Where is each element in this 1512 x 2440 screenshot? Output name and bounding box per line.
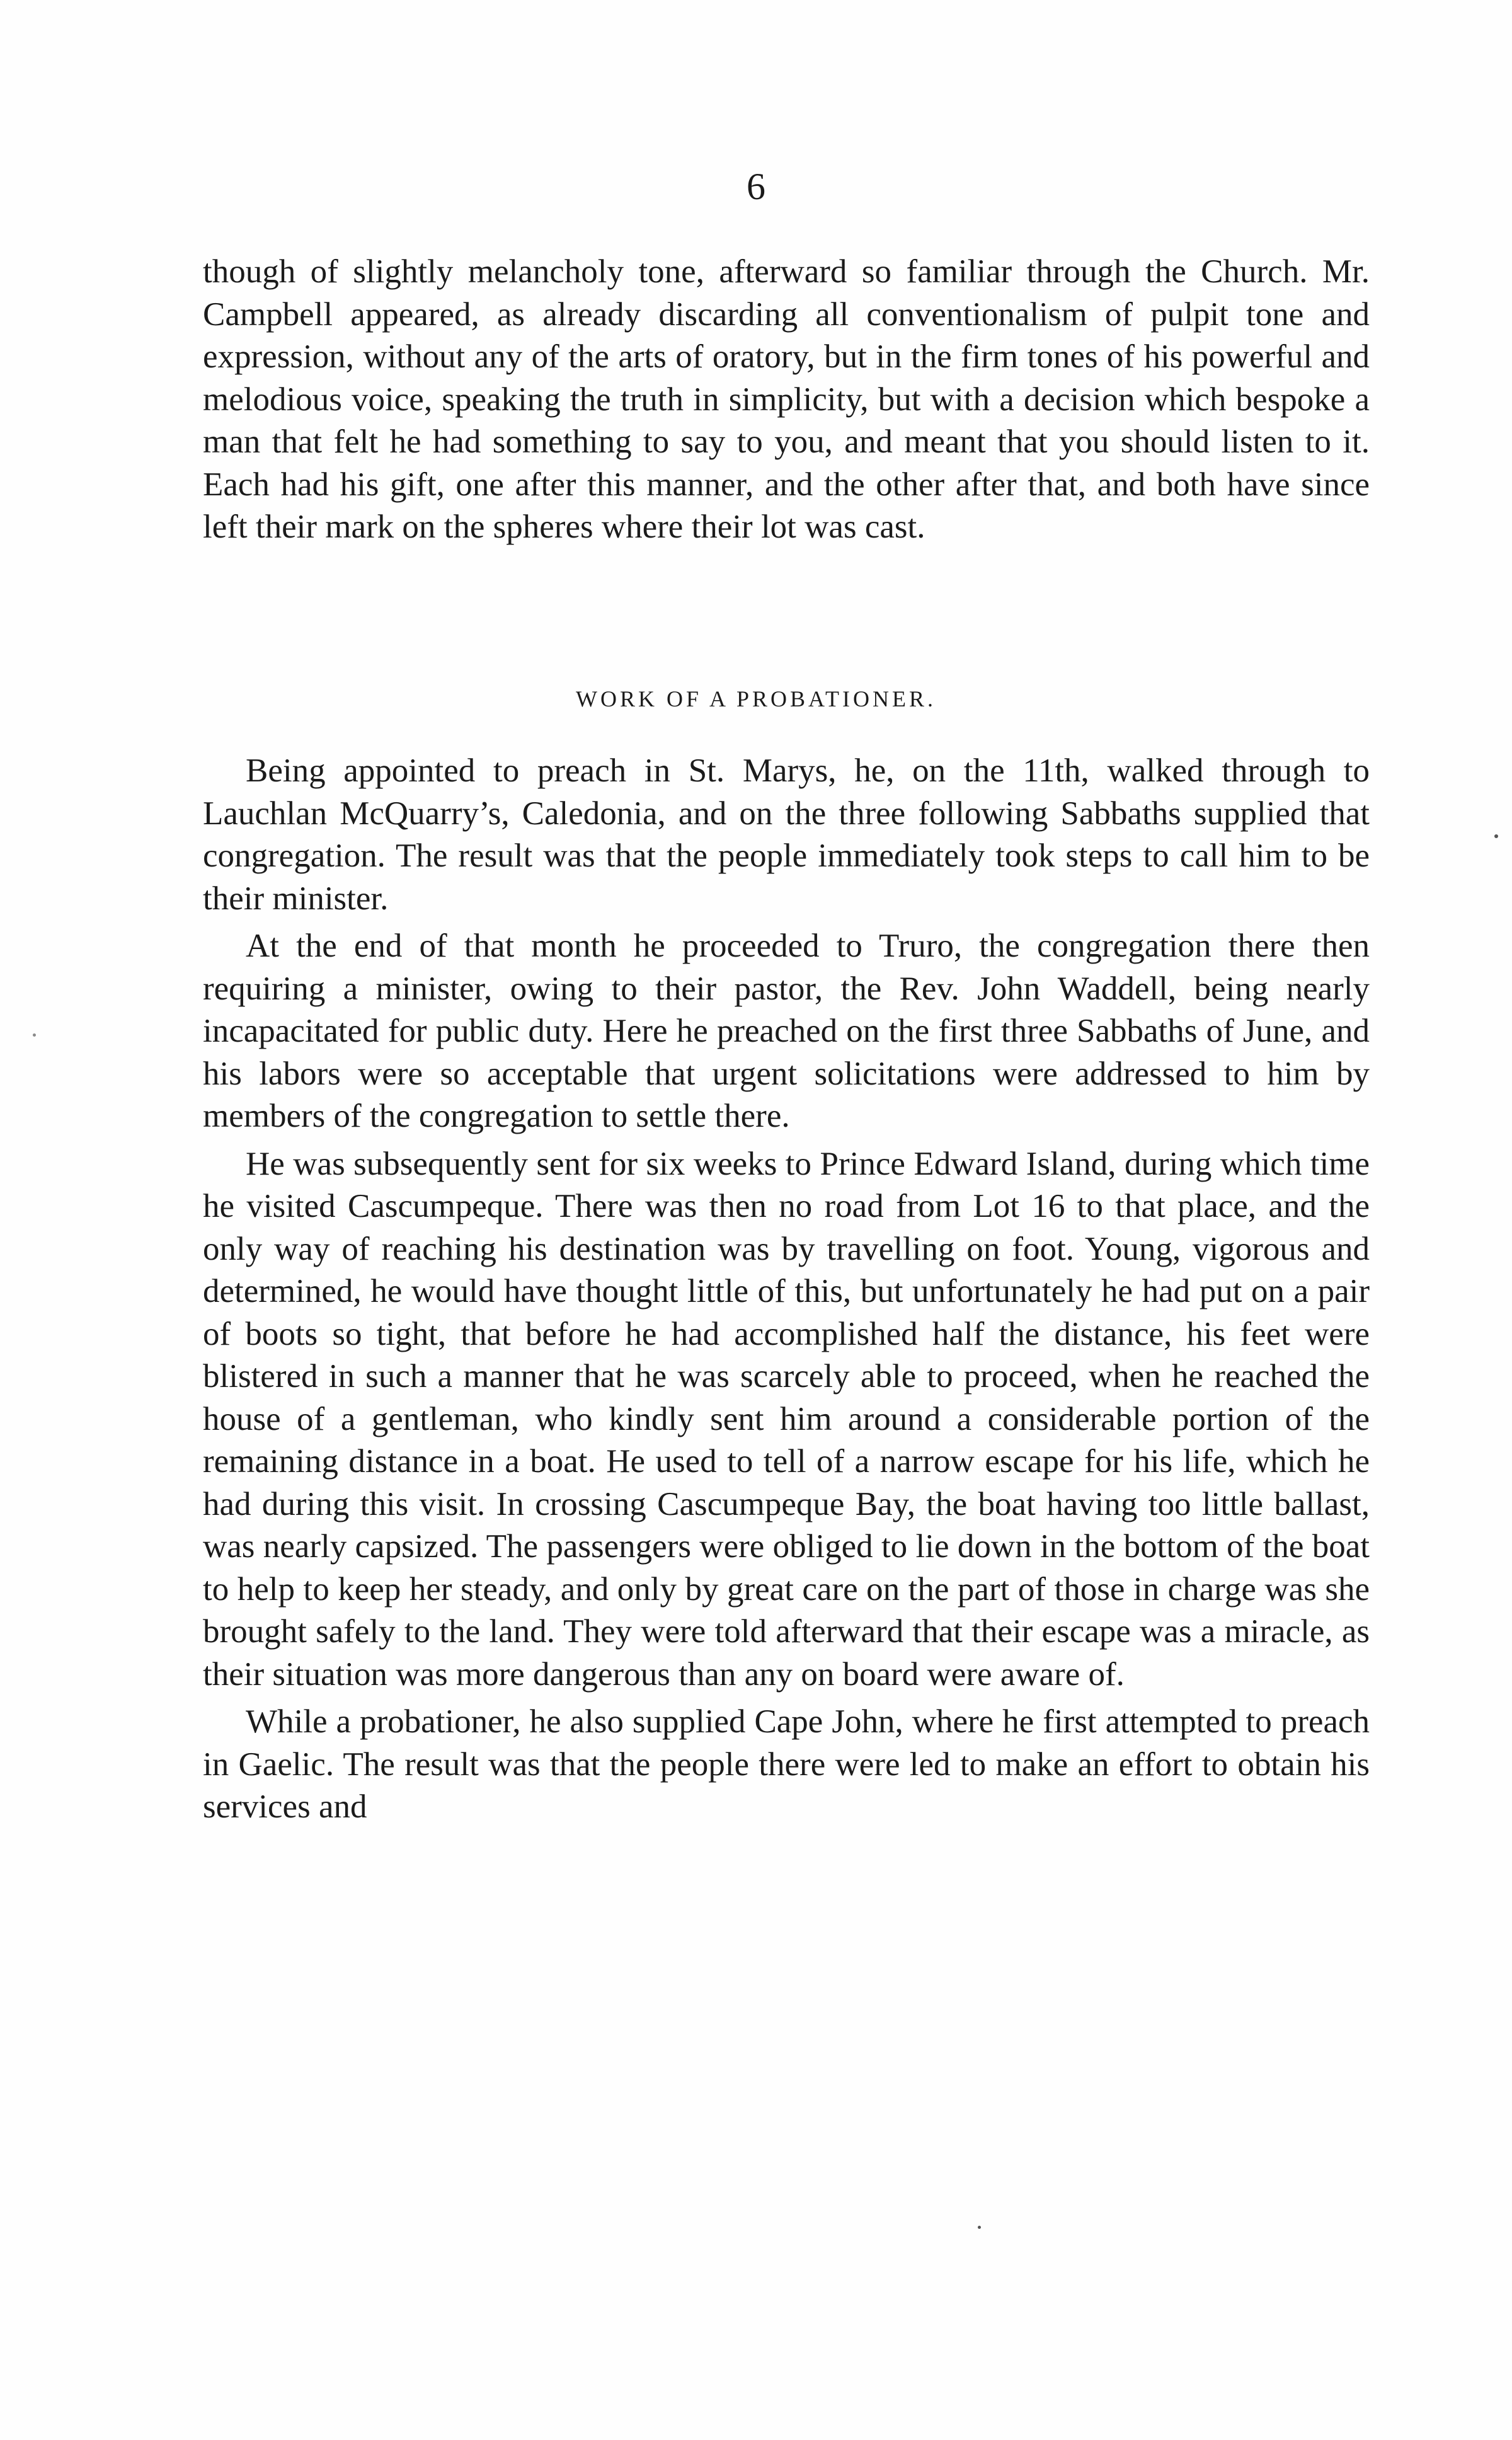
section-body — [203, 750, 1370, 1834]
opening-paragraph-block — [203, 251, 1370, 549]
section-heading: WORK OF A PROBATIONER. — [575, 686, 937, 711]
paragraph-prince-edward-island: He was subsequently sent for six weeks to Prince Edward Island, during which time he visited Cascumpeque. There was then no road from Lot 16 to that place, and the only way of reaching his destination was by travelling on foot. Young, vigorous and determined, he would have thought little of this, but unfortunately he had put on a pair of boots so tight, that before he had accomplished half the distance, his feet were blistered in such a manner that he was scarcely able to proceed, when he reached the house of a gentleman, who kindly sent him around a considerable portion of the remaining distance in a boat. He used to tell of a narrow escape for his life, which he had during this visit. In crossing Cascumpeque Bay, the boat having too little ballast, was nearly capsized. The passengers were obliged to lie down in the bottom of the boat to help to keep her steady, and only by great care on the part of those in charge was she brought safely to the land. They were told afterward that their escape was a miracle, as their situation was more dangerous than any on board were aware of. — [203, 1145, 1370, 1693]
paragraph-cape-john: While a probationer, he also supplied Cape John, where he first attempted to preach in Gaelic. The result was that the people there were led to make an effort to obtain his services and — [203, 1703, 1370, 1825]
page-number: 6 — [747, 166, 765, 207]
scan-speck — [978, 2226, 981, 2229]
scan-speck — [33, 1033, 36, 1037]
scan-speck — [1494, 834, 1498, 838]
paragraph-st-marys: Being appointed to preach in St. Marys, he, on the 11th, walked through to Lauchlan McQuarry’s, Caledonia, and on the three following Sabbaths supplied that congregation. The result was that the people immediately took steps to call him to be their minister. — [203, 752, 1370, 917]
opening-paragraph: though of slightly melancholy tone, afterward so familiar through the Church. Mr. Campbell appeared, as already discarding all conventionalism of pulpit tone and expression, without any of the arts of oratory, but in the firm tones of his powerful and melodious voice, speaking the truth in simplicity, but with a decision which bespoke a man that felt he had something to say to you, and meant that you should listen to it. Each had his gift, one after this manner, and the other after that, and both have since left their mark on the spheres where their lot was cast. — [203, 253, 1370, 545]
paragraph-truro: At the end of that month he proceeded to Truro, the congregation there then requiring a minister, owing to their pastor, the Rev. John Waddell, being nearly incapacitated for public duty. Here he preached on the first three Sabbaths of June, and his labors were so acceptable that urgent solicitations were addressed to him by members of the congregation to settle there. — [203, 928, 1370, 1134]
